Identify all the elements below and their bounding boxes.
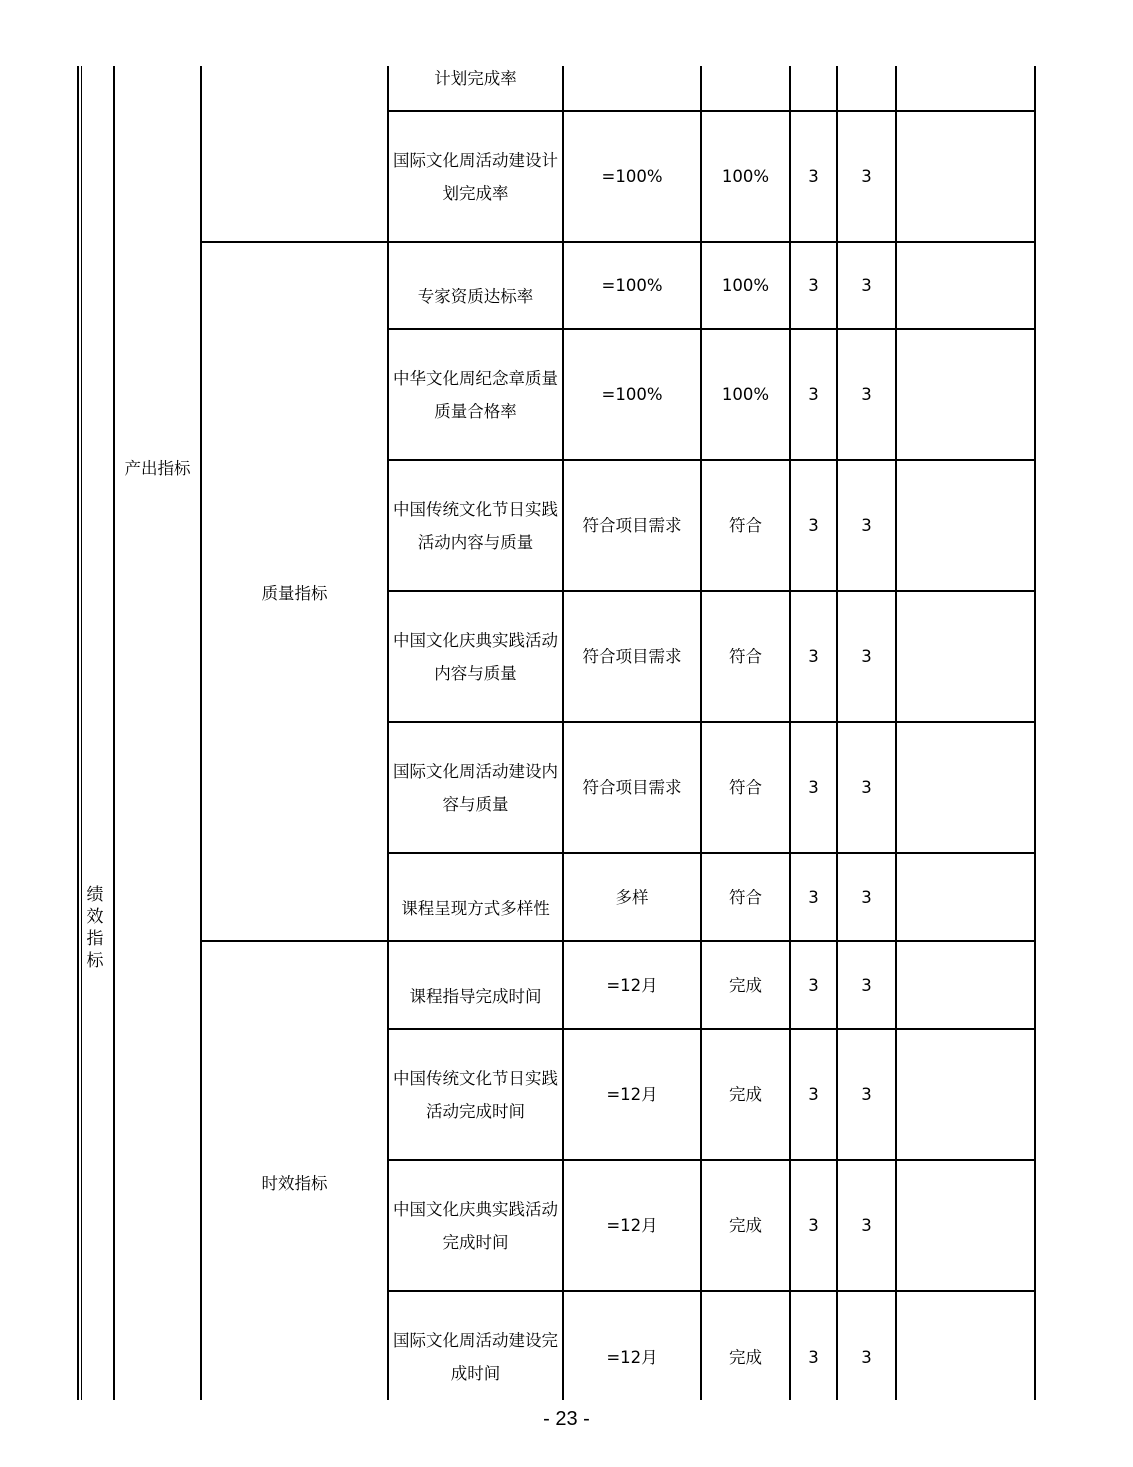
table-border-left-inner: [81, 66, 82, 1400]
weight-cell: 3: [808, 647, 819, 666]
weight-cell: 3: [808, 778, 819, 797]
indicator-name-cell: 中国传统文化节日实践活动内容与质量: [393, 499, 558, 552]
target-value-cell: =100%: [601, 276, 663, 295]
weight-cell: 3: [808, 1347, 819, 1367]
target-value-cell: =100%: [601, 167, 663, 186]
weight-cell: 3: [808, 975, 819, 995]
group-cell-timeliness: 时效指标: [261, 1173, 328, 1193]
score-cell: 3: [861, 385, 872, 404]
score-cell: 3: [861, 1085, 872, 1104]
indicator-name-cell: 计划完成率: [434, 68, 517, 88]
score-cell: 3: [861, 516, 872, 535]
indicator-name-cell: 课程呈现方式多样性: [401, 898, 550, 918]
weight-cell: 3: [808, 167, 819, 186]
indicator-name-cell: 中国文化庆典实践活动完成时间: [393, 1199, 558, 1252]
target-value-cell: 符合项目需求: [582, 778, 682, 797]
page-number: - 23 -: [543, 1408, 590, 1430]
weight-cell: 3: [808, 1216, 819, 1235]
table-border-right: [1034, 66, 1036, 1400]
indicator-name-cell: 国际文化周活动建设计划完成率: [393, 150, 558, 203]
target-value-cell: 多样: [615, 887, 649, 907]
actual-value-cell: 符合: [729, 647, 762, 666]
score-cell: 3: [861, 1347, 872, 1367]
actual-value-cell: 100%: [721, 167, 770, 186]
actual-value-cell: 100%: [721, 276, 770, 295]
actual-value-cell: 完成: [729, 1216, 762, 1235]
score-cell: 3: [861, 975, 872, 995]
group-cell-quality: 质量指标: [261, 583, 328, 603]
target-value-cell: 符合项目需求: [582, 516, 682, 535]
indicator-name-cell: 中国文化庆典实践活动内容与质量: [393, 630, 558, 683]
target-value-cell: 符合项目需求: [582, 647, 682, 666]
score-cell: 3: [861, 647, 872, 666]
target-value-cell: =12月: [606, 975, 658, 995]
indicator-name-cell: 国际文化周活动建设完成时间: [393, 1331, 558, 1383]
weight-cell: 3: [808, 1085, 819, 1104]
indicator-name-cell: 国际文化周活动建设内容与质量: [393, 761, 558, 814]
weight-cell: 3: [808, 887, 819, 907]
actual-value-cell: 完成: [729, 1085, 762, 1104]
weight-cell: 3: [808, 276, 819, 295]
indicator-name-cell: 课程指导完成时间: [409, 986, 542, 1006]
table-border-left: [77, 66, 79, 1400]
indicator-name-cell: 中华文化周纪念章质量质量合格率: [393, 368, 558, 421]
indicator-name-cell: 中国传统文化节日实践活动完成时间: [393, 1068, 558, 1121]
score-cell: 3: [861, 1216, 872, 1235]
indicator-name-cell: 专家资质达标率: [417, 287, 534, 306]
actual-value-cell: 符合: [729, 887, 762, 907]
actual-value-cell: 完成: [729, 1347, 762, 1367]
actual-value-cell: 符合: [729, 516, 762, 535]
score-cell: 3: [861, 778, 872, 797]
target-value-cell: =12月: [606, 1085, 658, 1104]
level2-indicator-cell: 产出指标: [124, 458, 191, 478]
target-value-cell: =12月: [606, 1347, 658, 1367]
score-cell: 3: [861, 887, 872, 907]
score-cell: 3: [861, 167, 872, 186]
target-value-cell: =12月: [606, 1216, 658, 1235]
level1-indicator-cell: 绩效指标: [86, 885, 104, 971]
column-divider: [895, 66, 897, 1400]
score-cell: 3: [861, 276, 872, 295]
weight-cell: 3: [808, 516, 819, 535]
actual-value-cell: 完成: [729, 975, 762, 995]
weight-cell: 3: [808, 385, 819, 404]
actual-value-cell: 100%: [721, 385, 770, 404]
column-divider: [113, 66, 115, 1400]
target-value-cell: =100%: [601, 385, 663, 404]
actual-value-cell: 符合: [729, 778, 762, 797]
